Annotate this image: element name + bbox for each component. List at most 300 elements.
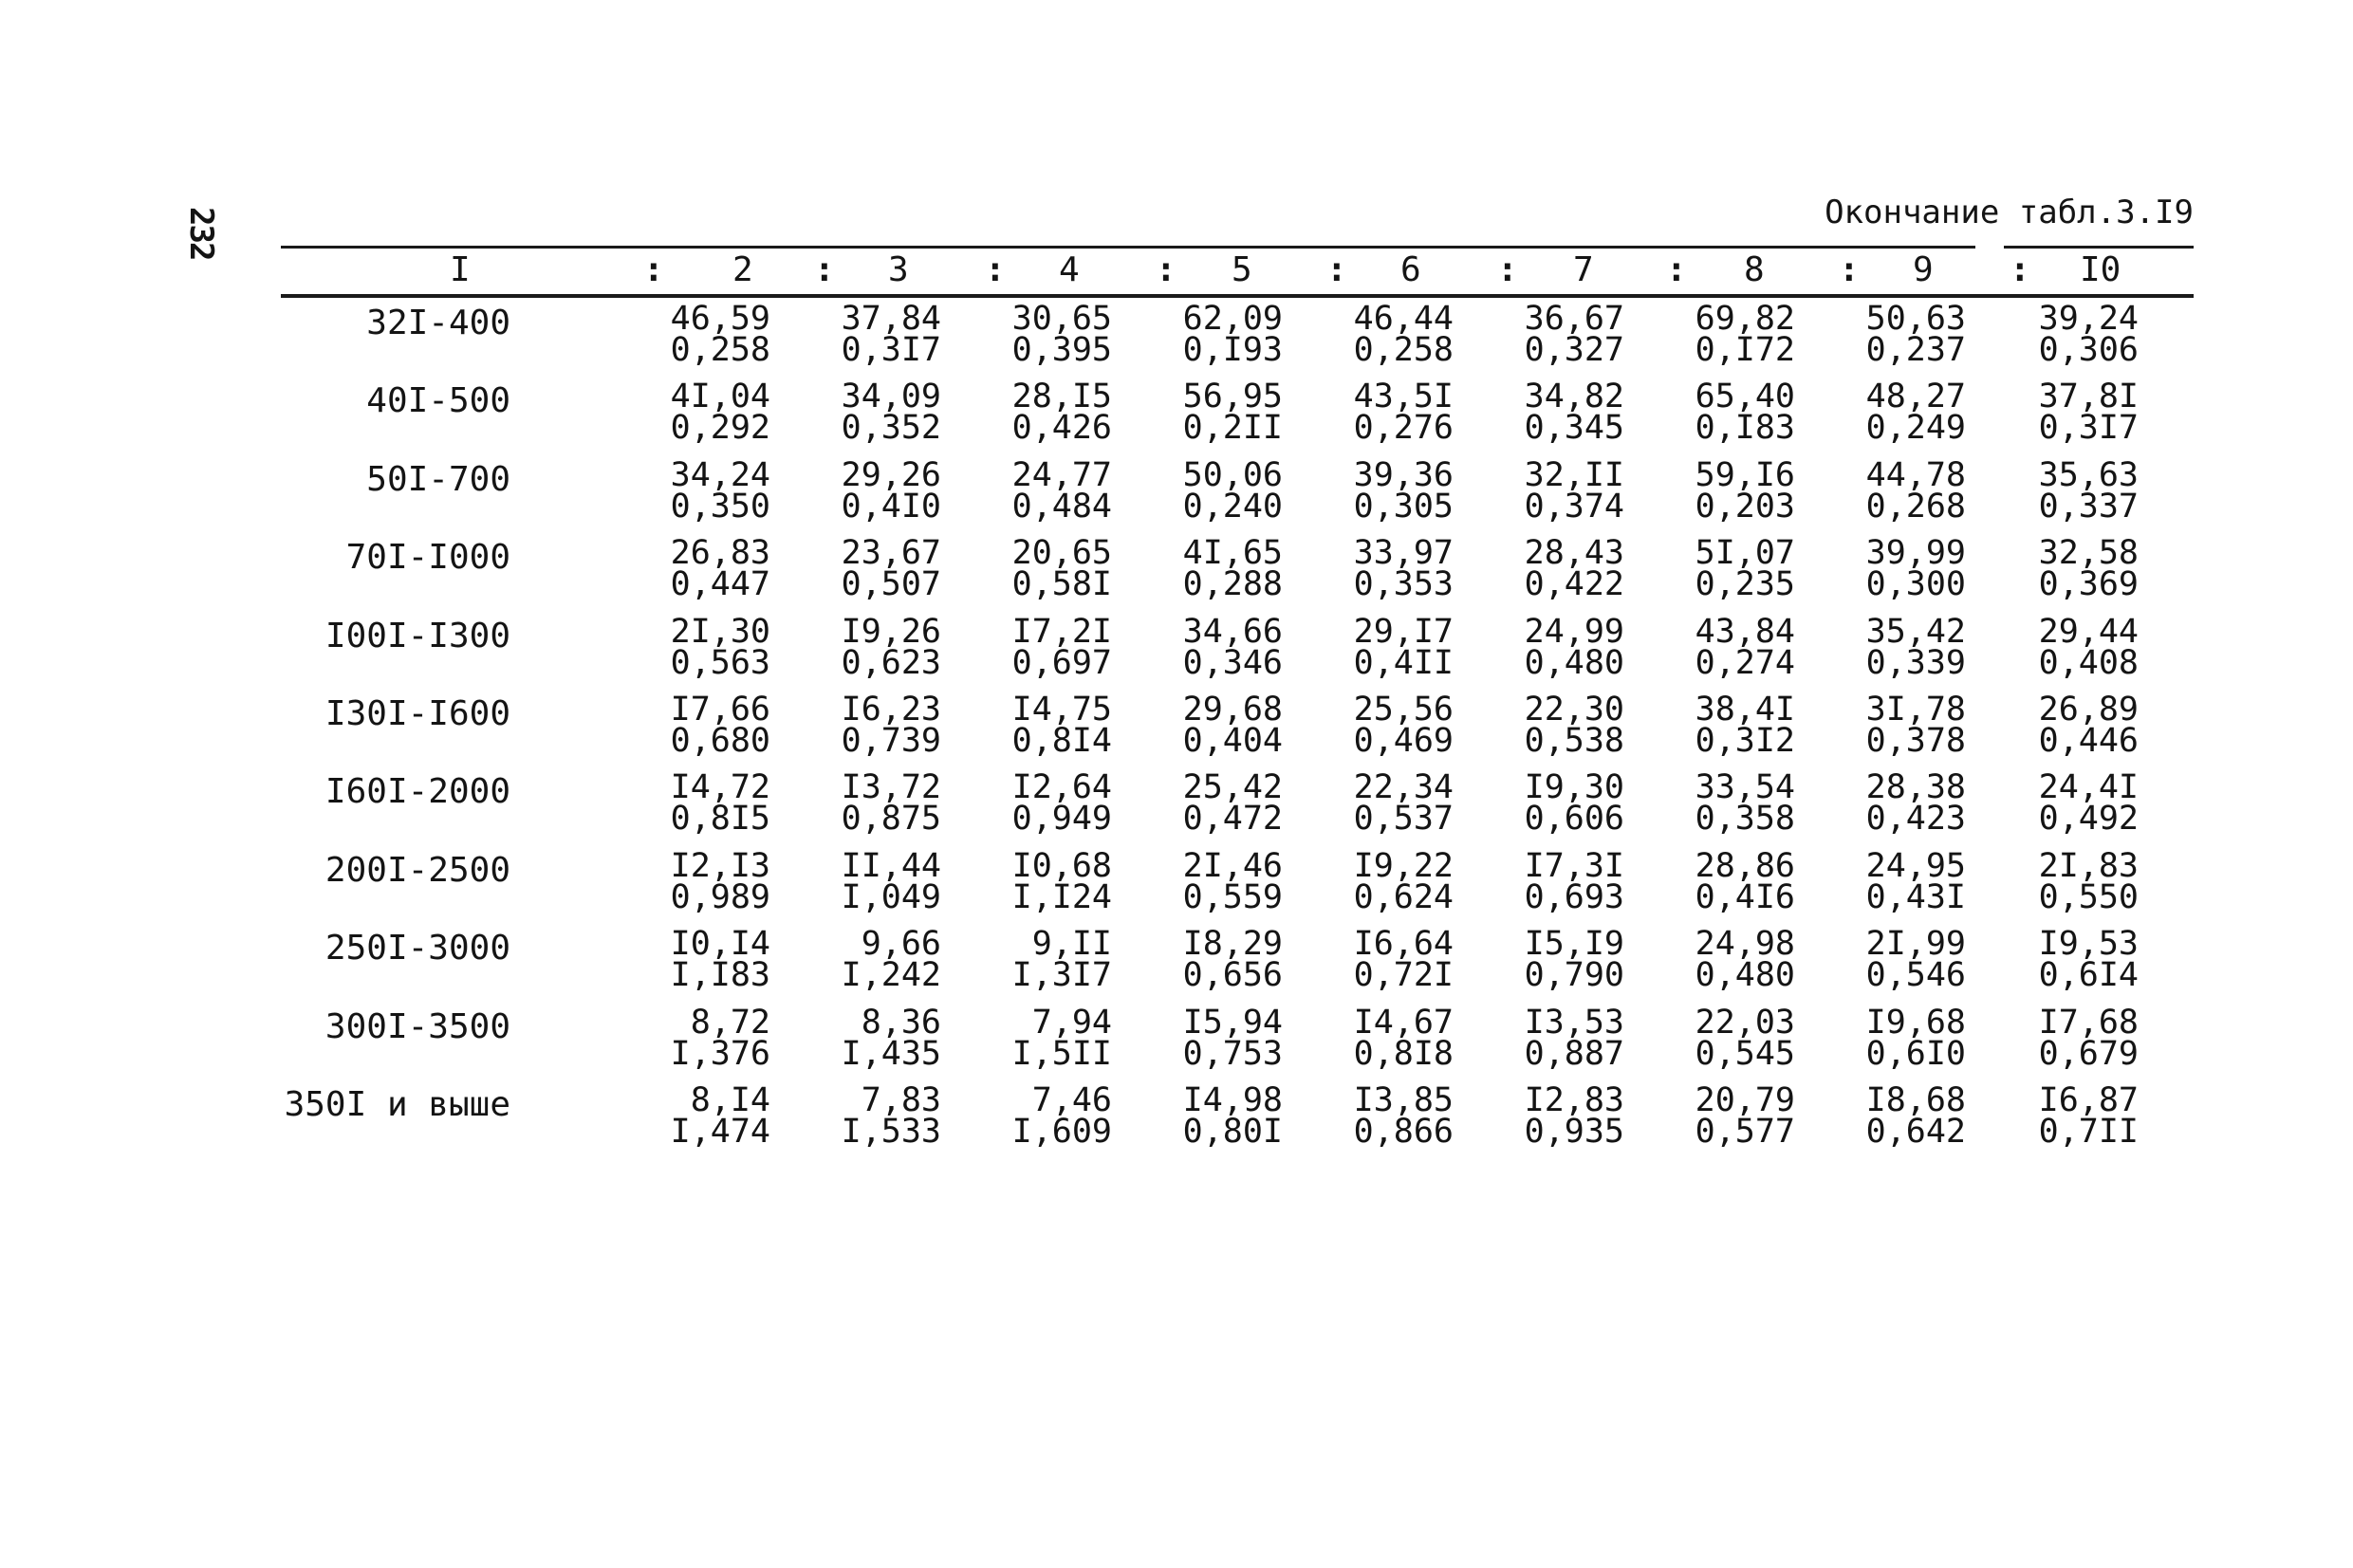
value-lower: 0,358 <box>1695 800 1795 838</box>
value-upper: I7,3I <box>1524 847 1624 885</box>
value-lower: 0,4I6 <box>1695 878 1795 916</box>
value-upper: 28,86 <box>1695 847 1795 885</box>
value-upper: 32,58 <box>2038 534 2139 572</box>
value-upper: 22,03 <box>1695 1004 1795 1042</box>
value-upper: 28,38 <box>1865 768 1966 806</box>
value-lower: 0,887 <box>1524 1035 1624 1073</box>
value-lower: 0,395 <box>1011 331 1112 369</box>
value-lower: 0,352 <box>841 409 941 447</box>
value-upper: 25,42 <box>1182 768 1283 806</box>
value-lower: 0,546 <box>1865 956 1966 994</box>
value-lower: 0,753 <box>1182 1035 1283 1073</box>
value-upper: 69,82 <box>1695 300 1795 338</box>
value-cell <box>1501 691 1624 760</box>
value-lower: 0,447 <box>670 565 770 603</box>
value-upper: 43,84 <box>1695 613 1795 651</box>
value-cell <box>989 691 1112 760</box>
column-separator: : <box>643 250 664 289</box>
value-upper: 37,8I <box>2038 378 2139 415</box>
value-cell <box>1501 378 1624 447</box>
value-cell <box>647 768 770 838</box>
value-lower: 0,8I8 <box>1353 1035 1454 1073</box>
value-cell <box>1330 456 1454 526</box>
value-lower: 0,446 <box>2038 722 2139 760</box>
value-cell <box>647 456 770 526</box>
value-cell <box>2015 768 2139 838</box>
value-cell <box>989 534 1112 603</box>
value-upper: 24,95 <box>1865 847 1966 885</box>
value-cell <box>1672 534 1795 603</box>
value-upper: 43,5I <box>1353 378 1454 415</box>
value-upper: 59,I6 <box>1695 456 1795 494</box>
value-upper: I9,68 <box>1865 1004 1966 1042</box>
value-lower: 0,339 <box>1865 644 1966 682</box>
value-cell <box>818 613 941 682</box>
column-separator: : <box>985 250 1006 289</box>
value-lower: 0,423 <box>1865 800 1966 838</box>
value-cell <box>1672 847 1795 916</box>
value-upper: I8,29 <box>1182 925 1283 963</box>
value-upper: I2,64 <box>1011 768 1112 806</box>
value-upper: 65,40 <box>1695 378 1795 415</box>
value-lower: I,049 <box>841 878 941 916</box>
value-cell <box>1330 691 1454 760</box>
table-row <box>0 768 2353 848</box>
value-lower: 0,237 <box>1865 331 1966 369</box>
value-lower: 0,7II <box>2038 1113 2139 1151</box>
value-lower: 0,276 <box>1353 409 1454 447</box>
value-cell <box>818 691 941 760</box>
value-lower: 0,538 <box>1524 722 1624 760</box>
value-upper: 20,79 <box>1695 1081 1795 1119</box>
value-cell <box>2015 456 2139 526</box>
value-cell <box>1672 1004 1795 1073</box>
table-row <box>0 613 2353 692</box>
value-lower: 0,642 <box>1865 1113 1966 1151</box>
value-cell <box>1501 925 1624 994</box>
value-lower: 0,623 <box>841 644 941 682</box>
value-cell <box>818 456 941 526</box>
value-cell <box>1330 300 1454 369</box>
value-cell <box>647 534 770 603</box>
value-cell <box>989 613 1112 682</box>
value-lower: 0,484 <box>1011 488 1112 526</box>
value-cell <box>647 847 770 916</box>
value-cell <box>647 1081 770 1151</box>
table-row <box>0 456 2353 536</box>
value-cell <box>1501 534 1624 603</box>
value-lower: I,3I7 <box>1011 956 1112 994</box>
value-cell <box>647 613 770 682</box>
value-cell <box>647 691 770 760</box>
value-cell <box>989 925 1112 994</box>
value-upper: 33,54 <box>1695 768 1795 806</box>
value-upper: 2I,46 <box>1182 847 1283 885</box>
value-lower: 0,3I7 <box>841 331 941 369</box>
value-lower: 0,739 <box>841 722 941 760</box>
value-cell <box>1501 1004 1624 1073</box>
value-lower: 0,989 <box>670 878 770 916</box>
row-range-label: 50I-700 <box>366 460 510 499</box>
value-upper: 7,94 <box>1031 1004 1112 1042</box>
value-upper: 46,44 <box>1353 300 1454 338</box>
table-row <box>0 1081 2353 1161</box>
value-cell <box>989 768 1112 838</box>
value-cell <box>1843 768 1966 838</box>
row-range-label: I30I-I600 <box>324 694 510 733</box>
value-upper: I3,72 <box>841 768 941 806</box>
value-upper: 29,44 <box>2038 613 2139 651</box>
value-lower: 0,8I4 <box>1011 722 1112 760</box>
value-cell <box>1843 534 1966 603</box>
value-upper: I6,23 <box>841 691 941 729</box>
value-lower: 0,300 <box>1865 565 1966 603</box>
value-upper: 35,42 <box>1865 613 1966 651</box>
value-upper: 24,4I <box>2038 768 2139 806</box>
value-upper: I7,68 <box>2038 1004 2139 1042</box>
value-upper: 7,46 <box>1031 1081 1112 1119</box>
value-lower: 0,3I2 <box>1695 722 1795 760</box>
value-upper: 34,66 <box>1182 613 1283 651</box>
value-cell <box>818 1004 941 1073</box>
value-cell <box>989 300 1112 369</box>
value-lower: 0,680 <box>670 722 770 760</box>
value-cell <box>1843 300 1966 369</box>
value-lower: 0,203 <box>1695 488 1795 526</box>
value-upper: I9,26 <box>841 613 941 651</box>
table-header-row <box>281 249 2194 292</box>
value-cell <box>647 1004 770 1073</box>
value-cell <box>1843 456 1966 526</box>
value-lower: 0,469 <box>1353 722 1454 760</box>
value-upper: 37,84 <box>841 300 941 338</box>
value-cell <box>818 847 941 916</box>
value-upper: 34,82 <box>1524 378 1624 415</box>
value-lower: 0,350 <box>670 488 770 526</box>
value-lower: 0,480 <box>1524 644 1624 682</box>
value-cell <box>2015 534 2139 603</box>
value-lower: 0,472 <box>1182 800 1283 838</box>
value-lower: 0,306 <box>2038 331 2139 369</box>
value-upper: 38,4I <box>1695 691 1795 729</box>
value-cell <box>1843 613 1966 682</box>
value-upper: I9,22 <box>1353 847 1454 885</box>
value-upper: I6,87 <box>2038 1081 2139 1119</box>
value-cell <box>1672 768 1795 838</box>
value-upper: 29,68 <box>1182 691 1283 729</box>
value-cell <box>1159 691 1283 760</box>
value-upper: 5I,07 <box>1695 534 1795 572</box>
value-cell <box>818 378 941 447</box>
value-upper: 9,66 <box>861 925 941 963</box>
value-lower: 0,I72 <box>1695 331 1795 369</box>
value-upper: I4,67 <box>1353 1004 1454 1042</box>
value-cell <box>1672 300 1795 369</box>
value-cell <box>647 925 770 994</box>
row-range-label: 40I-500 <box>366 381 510 420</box>
value-cell <box>1330 613 1454 682</box>
value-upper: 2I,99 <box>1865 925 1966 963</box>
value-lower: 0,I83 <box>1695 409 1795 447</box>
value-cell <box>1501 613 1624 682</box>
value-upper: II,44 <box>841 847 941 885</box>
value-cell <box>1672 1081 1795 1151</box>
value-cell <box>1843 378 1966 447</box>
value-upper: 8,36 <box>861 1004 941 1042</box>
row-range-label: I00I-I300 <box>324 617 510 655</box>
value-cell <box>1330 1081 1454 1151</box>
value-lower: 0,374 <box>1524 488 1624 526</box>
value-upper: I6,64 <box>1353 925 1454 963</box>
row-range-label: 350I и выше <box>284 1085 510 1124</box>
value-upper: 39,99 <box>1865 534 1966 572</box>
value-lower: 0,3I7 <box>2038 409 2139 447</box>
page-number: 232 <box>182 207 220 260</box>
column-separator: : <box>1839 250 1860 289</box>
value-lower: 0,866 <box>1353 1113 1454 1151</box>
row-range-label: 250I-3000 <box>324 929 510 968</box>
value-upper: I5,I9 <box>1524 925 1624 963</box>
value-upper: 39,36 <box>1353 456 1454 494</box>
value-upper: 29,I7 <box>1353 613 1454 651</box>
value-lower: 0,679 <box>2038 1035 2139 1073</box>
value-lower: I,I83 <box>670 956 770 994</box>
value-upper: 44,78 <box>1865 456 1966 494</box>
column-header-1: I <box>450 250 471 289</box>
value-lower: 0,606 <box>1524 800 1624 838</box>
value-cell <box>989 378 1112 447</box>
value-cell <box>1159 1004 1283 1073</box>
value-lower: 0,492 <box>2038 800 2139 838</box>
value-lower: 0,353 <box>1353 565 1454 603</box>
column-header-3: 3 <box>888 250 909 289</box>
value-cell <box>818 925 941 994</box>
value-upper: I2,83 <box>1524 1081 1624 1119</box>
value-lower: 0,2II <box>1182 409 1283 447</box>
value-cell <box>1330 378 1454 447</box>
value-cell <box>2015 378 2139 447</box>
column-header-2: 2 <box>732 250 753 289</box>
value-upper: 26,83 <box>670 534 770 572</box>
value-upper: I3,53 <box>1524 1004 1624 1042</box>
value-upper: I8,68 <box>1865 1081 1966 1119</box>
value-lower: I,435 <box>841 1035 941 1073</box>
value-lower: 0,369 <box>2038 565 2139 603</box>
value-upper: 30,65 <box>1011 300 1112 338</box>
value-lower: 0,624 <box>1353 878 1454 916</box>
value-lower: 0,693 <box>1524 878 1624 916</box>
value-cell <box>2015 925 2139 994</box>
value-lower: 0,6I4 <box>2038 956 2139 994</box>
value-lower: I,533 <box>841 1113 941 1151</box>
value-lower: I,376 <box>670 1035 770 1073</box>
value-lower: 0,559 <box>1182 878 1283 916</box>
value-lower: 0,422 <box>1524 565 1624 603</box>
value-cell <box>818 768 941 838</box>
value-upper: 39,24 <box>2038 300 2139 338</box>
value-cell <box>1501 300 1624 369</box>
value-lower: 0,563 <box>670 644 770 682</box>
value-upper: I7,2I <box>1011 613 1112 651</box>
row-range-label: I60I-2000 <box>324 772 510 811</box>
value-upper: 50,06 <box>1182 456 1283 494</box>
value-lower: 0,58I <box>1011 565 1112 603</box>
value-cell <box>2015 847 2139 916</box>
value-lower: 0,875 <box>841 800 941 838</box>
value-upper: 34,24 <box>670 456 770 494</box>
value-lower: 0,404 <box>1182 722 1283 760</box>
value-lower: 0,80I <box>1182 1113 1283 1151</box>
row-range-label: 32I-400 <box>366 304 510 342</box>
value-upper: 22,34 <box>1353 768 1454 806</box>
value-cell <box>1672 925 1795 994</box>
value-lower: 0,507 <box>841 565 941 603</box>
value-lower: 0,292 <box>670 409 770 447</box>
value-lower: 0,949 <box>1011 800 1112 838</box>
table-row <box>0 691 2353 770</box>
value-cell <box>1501 847 1624 916</box>
value-lower: 0,345 <box>1524 409 1624 447</box>
value-lower: I,609 <box>1011 1113 1112 1151</box>
value-cell <box>2015 1081 2139 1151</box>
value-upper: I7,66 <box>670 691 770 729</box>
value-upper: I9,30 <box>1524 768 1624 806</box>
value-upper: I9,53 <box>2038 925 2139 963</box>
row-range-label: 300I-3500 <box>324 1007 510 1046</box>
table-row <box>0 847 2353 927</box>
value-upper: I3,85 <box>1353 1081 1454 1119</box>
value-lower: 0,43I <box>1865 878 1966 916</box>
table-row <box>0 378 2353 457</box>
header-bottom-rule <box>281 294 2194 298</box>
value-lower: 0,72I <box>1353 956 1454 994</box>
value-upper: 36,67 <box>1524 300 1624 338</box>
value-cell <box>989 1081 1112 1151</box>
value-upper: 28,I5 <box>1011 378 1112 415</box>
value-cell <box>1330 1004 1454 1073</box>
value-cell <box>1843 1004 1966 1073</box>
value-lower: I,474 <box>670 1113 770 1151</box>
value-cell <box>2015 613 2139 682</box>
value-cell <box>1330 534 1454 603</box>
value-lower: I,I24 <box>1011 878 1112 916</box>
table-row <box>0 534 2353 614</box>
value-upper: I4,98 <box>1182 1081 1283 1119</box>
column-separator: : <box>2010 250 2030 289</box>
value-lower: 0,697 <box>1011 644 1112 682</box>
column-header-7: 7 <box>1573 250 1594 289</box>
value-cell <box>818 1081 941 1151</box>
value-upper: 33,97 <box>1353 534 1454 572</box>
value-upper: 23,67 <box>841 534 941 572</box>
value-lower: 0,235 <box>1695 565 1795 603</box>
row-range-label: 200I-2500 <box>324 851 510 890</box>
value-cell <box>1843 925 1966 994</box>
column-separator: : <box>1497 250 1518 289</box>
value-upper: 24,99 <box>1524 613 1624 651</box>
value-upper: I0,68 <box>1011 847 1112 885</box>
table-caption: Окончание табл.3.I9 <box>1825 194 2194 231</box>
value-lower: 0,550 <box>2038 878 2139 916</box>
value-cell <box>1501 1081 1624 1151</box>
value-upper: 7,83 <box>861 1081 941 1119</box>
value-cell <box>647 300 770 369</box>
column-header-6: 6 <box>1400 250 1421 289</box>
column-separator: : <box>814 250 835 289</box>
value-cell <box>989 456 1112 526</box>
value-lower: 0,6I0 <box>1865 1035 1966 1073</box>
value-lower: 0,408 <box>2038 644 2139 682</box>
value-upper: 20,65 <box>1011 534 1112 572</box>
value-upper: I5,94 <box>1182 1004 1283 1042</box>
value-cell <box>1330 847 1454 916</box>
value-upper: 24,98 <box>1695 925 1795 963</box>
value-lower: 0,935 <box>1524 1113 1624 1151</box>
value-cell <box>1159 300 1283 369</box>
value-upper: 32,II <box>1524 456 1624 494</box>
value-cell <box>1501 768 1624 838</box>
value-lower: 0,4I0 <box>841 488 941 526</box>
value-cell <box>1843 1081 1966 1151</box>
value-lower: 0,790 <box>1524 956 1624 994</box>
value-cell <box>2015 300 2139 369</box>
value-lower: 0,258 <box>670 331 770 369</box>
row-range-label: 70I-I000 <box>345 538 510 577</box>
value-lower: I,5II <box>1011 1035 1112 1073</box>
table-row <box>0 1004 2353 1083</box>
value-lower: 0,249 <box>1865 409 1966 447</box>
value-upper: 2I,83 <box>2038 847 2139 885</box>
value-lower: 0,305 <box>1353 488 1454 526</box>
value-lower: 0,274 <box>1695 644 1795 682</box>
value-cell <box>1672 691 1795 760</box>
value-lower: 0,480 <box>1695 956 1795 994</box>
value-cell <box>1843 847 1966 916</box>
value-cell <box>1159 534 1283 603</box>
value-upper: I2,I3 <box>670 847 770 885</box>
value-lower: 0,346 <box>1182 644 1283 682</box>
value-upper: 9,II <box>1031 925 1112 963</box>
value-cell <box>818 300 941 369</box>
value-cell <box>1672 456 1795 526</box>
column-separator: : <box>1156 250 1176 289</box>
value-cell <box>1159 378 1283 447</box>
value-lower: 0,545 <box>1695 1035 1795 1073</box>
value-upper: 8,I4 <box>690 1081 770 1119</box>
column-separator: : <box>1666 250 1687 289</box>
value-cell <box>2015 691 2139 760</box>
value-upper: 24,77 <box>1011 456 1112 494</box>
value-upper: 28,43 <box>1524 534 1624 572</box>
value-lower: 0,I93 <box>1182 331 1283 369</box>
value-upper: 25,56 <box>1353 691 1454 729</box>
value-cell <box>1330 925 1454 994</box>
value-cell <box>647 378 770 447</box>
value-upper: I0,I4 <box>670 925 770 963</box>
value-cell <box>1159 925 1283 994</box>
value-cell <box>1159 768 1283 838</box>
value-upper: 50,63 <box>1865 300 1966 338</box>
value-upper: I4,72 <box>670 768 770 806</box>
value-upper: 29,26 <box>841 456 941 494</box>
value-upper: 4I,65 <box>1182 534 1283 572</box>
value-cell <box>1672 613 1795 682</box>
value-lower: 0,288 <box>1182 565 1283 603</box>
value-lower: 0,378 <box>1865 722 1966 760</box>
value-upper: 35,63 <box>2038 456 2139 494</box>
value-upper: 4I,04 <box>670 378 770 415</box>
value-lower: 0,656 <box>1182 956 1283 994</box>
